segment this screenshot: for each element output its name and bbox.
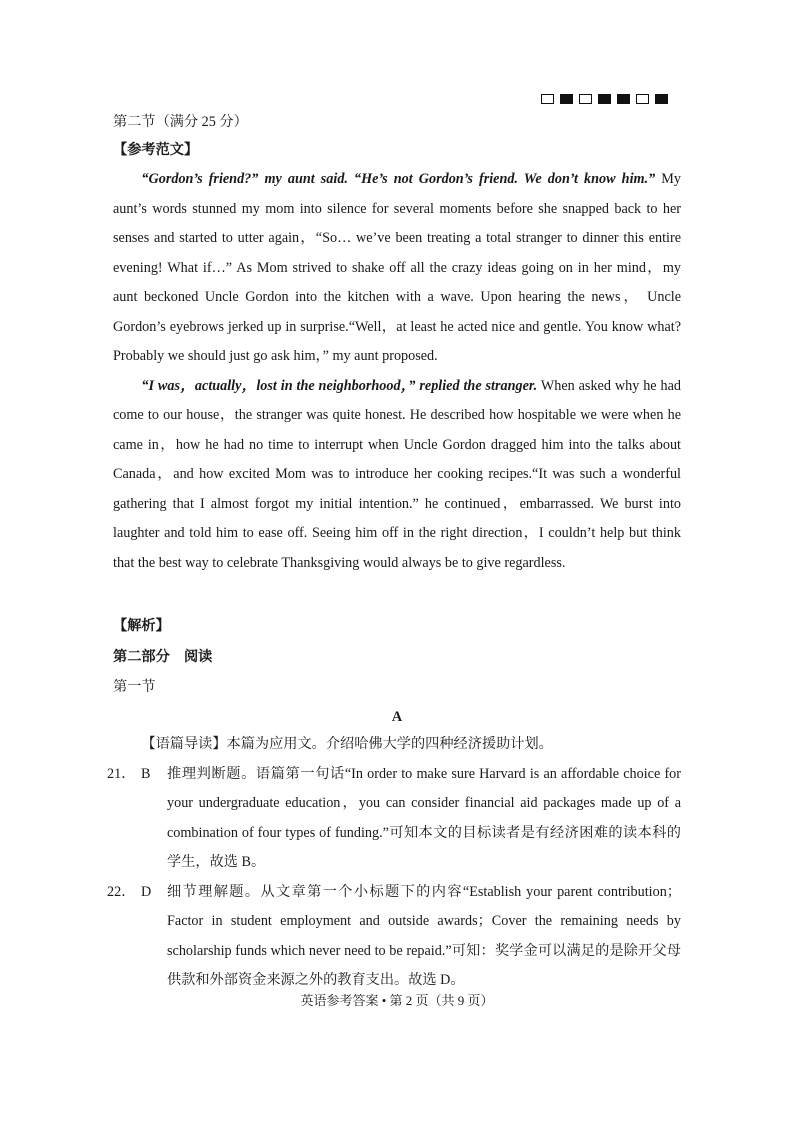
header-marks bbox=[541, 94, 668, 104]
mark-box-5 bbox=[617, 94, 630, 104]
paragraph-2-lead: “I was，actually，lost in the neighborhood，” replied the stranger. bbox=[141, 377, 538, 394]
question-answer: B bbox=[141, 765, 151, 782]
mark-box-6 bbox=[636, 94, 649, 104]
passage-letter: A bbox=[391, 709, 403, 725]
essay-paragraph-2 bbox=[113, 372, 681, 579]
question-item bbox=[107, 878, 681, 996]
mark-box-4 bbox=[598, 94, 611, 104]
page-footer: 英语参考答案 • 第 2 页（共 9 页） bbox=[300, 993, 494, 1008]
section-title: 第二节（满分 25 分） bbox=[113, 114, 248, 130]
page-content bbox=[107, 112, 681, 996]
question-number: 22． bbox=[107, 883, 136, 900]
paragraph-1-lead: “Gordon’s friend?” my aunt said. “He’s not Gordon’s friend. We don’t know him.” bbox=[141, 171, 656, 187]
subsection-title: 第一节 bbox=[113, 679, 156, 695]
question-explanation: 细节理解题。从文章第一个小标题下的内容“Establish your parent contribution；Factor in student employment and outside awards；Cover the remaining needs by scholarship funds which never need to be repaid.”可知：奖学金可以满足的是除开父母供款和外部资金来源之外的教育支出。故选 D。 bbox=[167, 883, 681, 988]
question-item bbox=[107, 760, 681, 878]
analysis-label: 【解析】 bbox=[113, 618, 170, 634]
part-title: 第二部分 阅读 bbox=[113, 649, 213, 665]
essay-paragraph-1 bbox=[113, 165, 681, 372]
mark-box-1 bbox=[541, 94, 554, 104]
sample-essay-label: 【参考范文】 bbox=[113, 142, 199, 158]
paragraph-2-body: When asked why he had come to our house，the stranger was quite honest. He described how hospitable we were when he came in，how he had no time to interrupt when Uncle Gordon dragged him into the talks about Canada，and how excited Mom was to introduce her cooking recipes.“It was such a wonderful gathering that I almost forgot my initial intention.” he continued，embarrassed. We burst into laughter and told him to ease off. Seeing him off in the right direction，I couldn’t help but think that the best way to celebrate Thanksgiving would always be to give regardless. bbox=[113, 377, 681, 571]
question-explanation: 推理判断题。语篇第一句话“In order to make sure Harvard is an affordable choice for your undergraduate education，you can consider financial aid packages made up of a combination of four types of funding.”可知本文的目标读者是有经济困难的读本科的学生，故选 B。 bbox=[167, 765, 681, 870]
question-answer: D bbox=[141, 883, 152, 900]
passage-guide: 【语篇导读】本篇为应用文。介绍哈佛大学的四种经济援助计划。 bbox=[141, 736, 553, 752]
mark-box-3 bbox=[579, 94, 592, 104]
paragraph-1-body: My aunt’s words stunned my mom into silence for several moments before she snapped back to her senses and started to utter again，“So… we’ve been treating a total stranger to dinner this entire evening! What if…” As Mom strived to shake off all the crazy ideas going on in her mind，my aunt beckoned Uncle Gordon into the kitchen with a wave. Upon hearing the news， Uncle Gordon’s eyebrows jerked up in surprise.“Well，at least he acted nice and gentle. You know what? Probably we should just go ask him，” my aunt proposed. bbox=[113, 171, 681, 364]
question-number: 21． bbox=[107, 765, 136, 782]
mark-box-2 bbox=[560, 94, 573, 104]
mark-box-7 bbox=[655, 94, 668, 104]
